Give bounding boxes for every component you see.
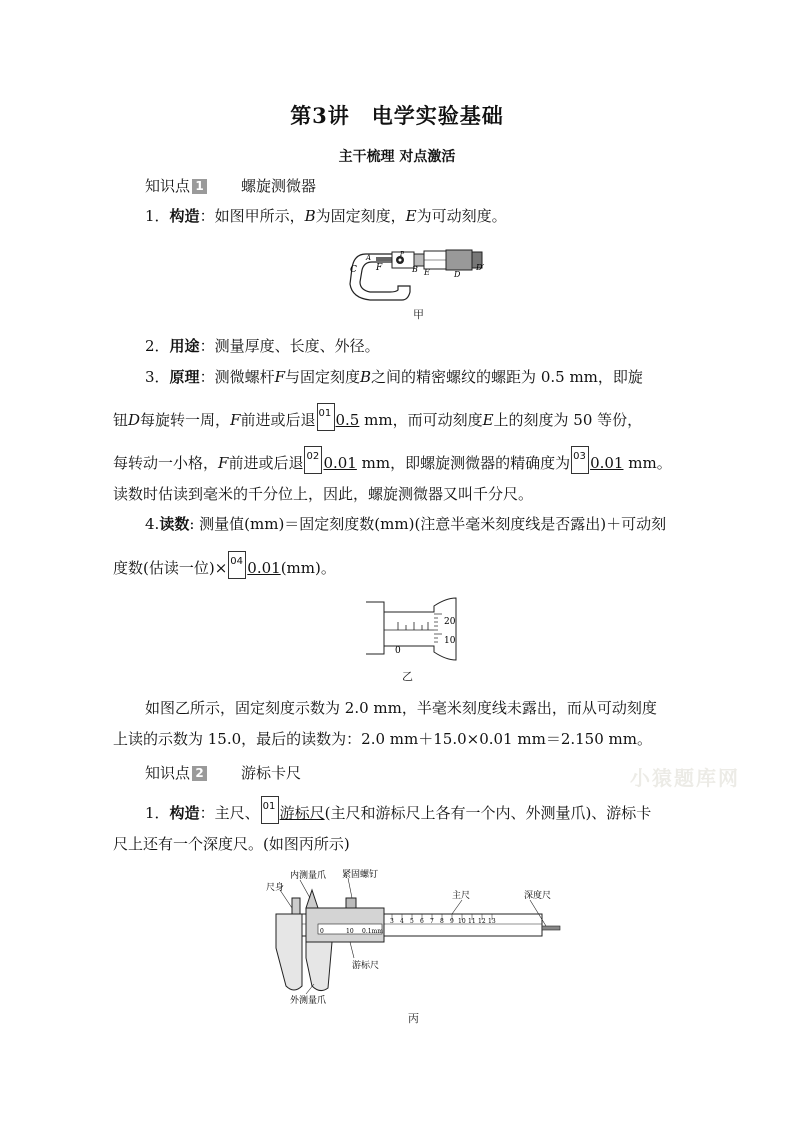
paragraph-example-1: 如图乙所示，固定刻度示数为 2.0 mm，半毫米刻度线未露出，而从可动刻度 [145,699,657,717]
answer-box-02: 02 [304,446,322,474]
paragraph-principle-1: 3．原理：测微螺杆F与固定刻度B之间的精密螺纹的螺距为 0.5 mm，即旋 [145,368,643,386]
vernier-unit: 0.1mm [362,928,383,935]
label-vernier-scale: 游标尺 [352,961,380,971]
svg-text:9: 9 [450,918,454,925]
paragraph-reading-1: 4.读数: 测量值(mm)＝固定刻度数(mm)(注意半毫米刻度线是否露出)＋可动刻 [145,515,667,533]
knowledge-point-1 [145,175,316,196]
label-a: A [366,254,372,262]
svg-text:11: 11 [468,918,476,925]
svg-text:6: 6 [420,918,424,925]
answer-box-01: 01 [317,403,335,431]
label-d: D [454,270,461,279]
svg-text:7: 7 [430,918,434,925]
vernier-caliper-figure [262,868,562,1010]
tick-0: 0 [395,646,401,656]
kp-number: 1 [192,179,207,194]
tick-10: 10 [444,636,456,646]
micrometer-reading-figure [364,594,464,664]
answer-box-04: 04 [228,551,246,579]
tick-20: 20 [444,617,456,627]
answer-2: 0.01 [323,454,357,472]
label-c: C [350,265,357,275]
kp-name: 游标卡尺 [241,764,302,782]
paragraph-vernier-structure-2: 尺上还有一个深度尺。(如图丙所示) [113,835,350,853]
label-d-prime: D′ [476,263,485,272]
fixed-scale-ticks [398,622,428,630]
svg-text:3: 3 [390,918,394,925]
svg-text:12: 12 [478,918,486,925]
paragraph-principle-3: 每转动一小格，F前进或后退 02 0.01 mm，即螺旋测微器的精确度为 03 0.01 mm。 [113,446,672,474]
answer-3: 0.01 [590,454,624,472]
label-b: B [412,265,418,274]
answer-4: 0.01 [247,559,281,577]
page-title: 第3讲 电学实验基础 [290,103,504,128]
svg-text:13: 13 [488,918,496,925]
kp-prefix: 知识点 [145,177,191,195]
answer-1: 0.5 [335,411,360,429]
label-e: E [424,268,430,277]
label-p: P [400,251,405,258]
paragraph-principle-4: 读数时估读到毫米的千分位上，因此，螺旋测微器又叫千分尺。 [113,485,534,503]
vernier-zero: 0 [320,928,324,935]
paragraph-principle-2: 钮D每旋转一周，F前进或后退 01 0.5 mm，而可动刻度E上的刻度为 50 等份， [113,403,642,431]
paragraph-example-2: 上读的示数为 15.0，最后的读数为：2.0 mm＋15.0×0.01 mm＝2.150 mm。 [113,730,652,748]
label-depth-rod: 深度尺 [524,891,552,901]
kp-prefix: 知识点 [145,764,191,782]
watermark: 小猿题库网 [630,766,740,790]
thimble-scale-ticks [434,614,442,642]
paragraph-structure: 1．构造：如图甲所示，B为固定刻度，E为可动刻度。 [145,207,507,225]
label-inner-jaw: 内测量爪 [290,871,327,881]
paragraph-vernier-structure-1: 1．构造：主尺、 01 游标尺(主尺和游标尺上各有一个内、外测量爪)、游标卡 [145,796,651,824]
figure-caption-jia: 甲 [413,308,424,321]
svg-text:4: 4 [400,918,404,925]
label-f: F [376,263,383,273]
knowledge-point-2 [145,762,301,783]
vernier-ten: 10 [346,928,354,935]
svg-text:10: 10 [458,918,466,925]
label-body: 尺身 [266,883,285,893]
label-main-scale: 主尺 [452,891,471,901]
figure-caption-yi: 乙 [402,670,413,683]
answer-vernier: 游标尺 [279,804,325,822]
svg-text:5: 5 [410,918,414,925]
label-clamp-screw: 紧固螺钉 [342,870,379,880]
paragraph-usage: 2．用途：测量厚度、长度、外径。 [145,337,380,355]
paragraph-reading-2: 度数(估读一位)× 04 0.01(mm)。 [113,551,336,579]
section-subtitle: 主干梳理 对点激活 [338,149,456,165]
kp-number: 2 [192,766,207,781]
kp-name: 螺旋测微器 [241,177,317,195]
answer-box-03: 03 [571,446,589,474]
svg-text:8: 8 [440,918,444,925]
figure-caption-bing: 丙 [408,1012,419,1025]
micrometer-figure [340,240,490,305]
label-outer-jaw: 外测量爪 [290,996,327,1006]
answer-box-vernier-01: 01 [261,796,279,824]
